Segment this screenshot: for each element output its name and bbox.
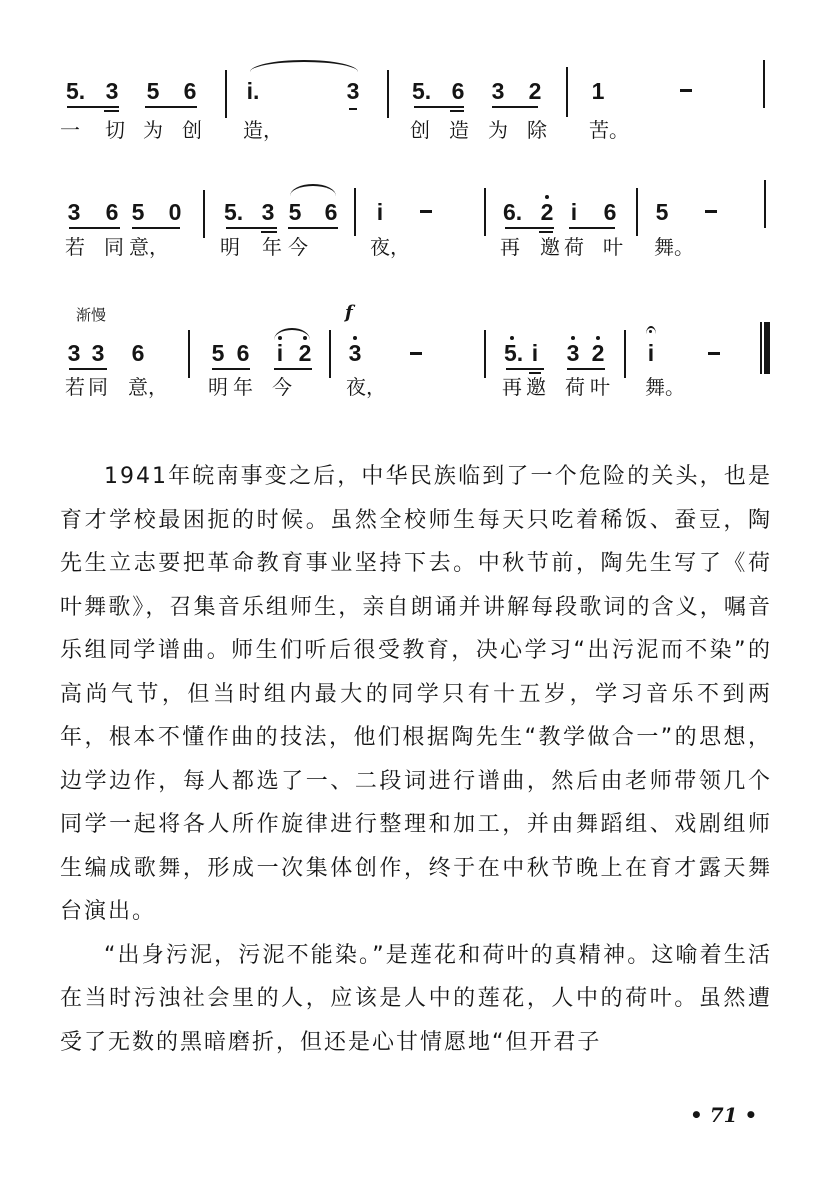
note: 5 bbox=[211, 340, 225, 366]
note: 3 bbox=[105, 78, 119, 104]
barline bbox=[188, 330, 190, 378]
note: 3 bbox=[491, 78, 505, 104]
barline bbox=[484, 330, 486, 378]
note: i. bbox=[246, 78, 260, 104]
barline bbox=[624, 330, 626, 378]
note: 3 bbox=[565, 342, 581, 365]
underline bbox=[67, 106, 119, 108]
note: 6 bbox=[603, 199, 617, 225]
lyric: 今 bbox=[288, 235, 308, 259]
paragraph: 1941年皖南事变之后，中华民族临到了一个危险的关头，也是育才学校最困扼的时候。虽然全校师生每天只吃着稀饭、蚕豆，陶先生立志要把革命教育事业坚持下去。中秋节前，陶先生写了《荷叶舞歌》，召集音乐组师生，亲自朗诵并讲解每段歌词的含义，嘱音乐组同学谱曲。师生们听后很受教育，决心学习“出污泥而不染”的高尚气节，但当时组内最大的同学只有十五岁，学习音乐不到两年，根本不懂作曲的技法，他们根据陶先生“教学做合一”的思想，边学边作，每人都选了一、二段词进行谱曲，然后由老师带领几个同学一起将各人所作旋律进行整理和加工，并由舞蹈组、戏剧组师生编成歌舞，形成一次集体创作，终于在中秋节晚上在育才露天舞台演出。 bbox=[60, 464, 772, 924]
note: 6 bbox=[451, 78, 465, 104]
note: 6. bbox=[503, 199, 523, 225]
note: 6 bbox=[105, 199, 119, 225]
note: 2 bbox=[528, 78, 542, 104]
lyric: 今 bbox=[272, 375, 292, 399]
underline bbox=[69, 368, 107, 370]
note: 5. bbox=[66, 78, 86, 104]
note: 5 bbox=[131, 199, 145, 225]
underline bbox=[104, 110, 119, 112]
lyric: 叶 bbox=[590, 375, 610, 399]
body-text bbox=[60, 455, 772, 1064]
lyric: 除 bbox=[527, 118, 547, 142]
lyric: 为 bbox=[143, 118, 163, 142]
lyric: 明 bbox=[208, 375, 228, 399]
underline bbox=[450, 110, 464, 112]
lyric: 同 bbox=[104, 235, 124, 259]
lyric: 创 bbox=[410, 118, 430, 142]
underline bbox=[288, 227, 338, 229]
note: i bbox=[570, 199, 578, 225]
high-octave-dot bbox=[545, 195, 549, 199]
lyric: 苦。 bbox=[589, 118, 629, 142]
underline bbox=[529, 372, 541, 374]
final-barline-thin bbox=[760, 322, 762, 374]
underline bbox=[506, 368, 544, 370]
fermata-icon bbox=[646, 326, 656, 334]
lyric: 意， bbox=[128, 375, 168, 399]
note: i bbox=[531, 340, 539, 366]
barline bbox=[484, 188, 486, 236]
sustain-dash bbox=[680, 89, 692, 92]
barline bbox=[763, 60, 765, 108]
note: 3 bbox=[346, 78, 360, 104]
note: 3 bbox=[347, 342, 363, 365]
barline bbox=[387, 70, 389, 118]
lyric: 年 bbox=[262, 235, 282, 259]
lyric: 年 bbox=[233, 375, 253, 399]
sustain-dash bbox=[410, 352, 422, 355]
barline bbox=[566, 67, 568, 117]
lyric: 造 bbox=[449, 118, 469, 142]
barline bbox=[636, 188, 638, 236]
barline bbox=[764, 180, 766, 228]
underline bbox=[226, 227, 277, 229]
lyric: 再 bbox=[502, 375, 522, 399]
lyric: 切 bbox=[105, 118, 125, 142]
lyric: 若 bbox=[65, 235, 85, 259]
note: 3 bbox=[67, 199, 81, 225]
underline bbox=[132, 227, 180, 229]
sustain-dash bbox=[420, 210, 432, 213]
sustain-dash bbox=[705, 210, 717, 213]
underline bbox=[492, 106, 538, 108]
underline bbox=[212, 368, 250, 370]
underline bbox=[349, 108, 357, 110]
final-barline-thick bbox=[764, 322, 770, 374]
lyric: 舞。 bbox=[654, 235, 694, 259]
note: 6 bbox=[236, 340, 250, 366]
lyric: 舞。 bbox=[645, 375, 685, 399]
dynamic-marking: f bbox=[345, 302, 353, 323]
tempo-marking: 渐慢 bbox=[76, 306, 107, 324]
underline bbox=[569, 227, 615, 229]
underline bbox=[539, 231, 553, 233]
slur bbox=[290, 184, 336, 196]
high-octave-dot bbox=[353, 336, 357, 340]
score-system-2 bbox=[0, 178, 830, 288]
note: i bbox=[376, 199, 384, 225]
lyric: 夜， bbox=[370, 235, 410, 259]
sustain-dash bbox=[708, 352, 720, 355]
note: 1 bbox=[591, 78, 605, 104]
lyric: 邀 bbox=[540, 235, 560, 259]
slur bbox=[250, 60, 358, 72]
lyric: 一 bbox=[60, 118, 80, 142]
note: 5. bbox=[224, 199, 244, 225]
note: 3 bbox=[91, 340, 105, 366]
lyric: 荷 bbox=[565, 375, 585, 399]
lyric: 造， bbox=[243, 118, 283, 142]
lyric: 创 bbox=[182, 118, 202, 142]
note: 2 bbox=[297, 342, 313, 365]
barline bbox=[329, 330, 331, 378]
lyric: 夜， bbox=[346, 375, 386, 399]
note: 0 bbox=[168, 199, 182, 225]
score-system-1 bbox=[0, 55, 830, 165]
underline bbox=[414, 106, 464, 108]
lyric: 同 bbox=[88, 375, 108, 399]
note: 3 bbox=[67, 340, 81, 366]
lyric: 为 bbox=[488, 118, 508, 142]
underline bbox=[69, 227, 120, 229]
note: 6 bbox=[131, 340, 145, 366]
paragraph: “出身污泥，污泥不能染。”是莲花和荷叶的真精神。这喻着生活在当时污浊社会里的人，应该是人中的莲花，人中的荷叶。虽然遭受了无数的黑暗磨折，但还是心甘情愿地“但开君子 bbox=[60, 942, 772, 1055]
lyric: 荷 bbox=[564, 235, 584, 259]
note: 5 bbox=[288, 199, 302, 225]
high-octave-dot bbox=[571, 336, 575, 340]
page-number: • 71 • bbox=[690, 1103, 758, 1127]
lyric: 叶 bbox=[603, 235, 623, 259]
lyric: 若 bbox=[65, 375, 85, 399]
high-octave-dot bbox=[596, 336, 600, 340]
lyric: 再 bbox=[500, 235, 520, 259]
lyric: 意， bbox=[129, 235, 169, 259]
underline bbox=[145, 106, 197, 108]
note: i bbox=[272, 342, 288, 365]
note: 2 bbox=[590, 342, 606, 365]
note: 5 bbox=[655, 199, 669, 225]
lyric: 邀 bbox=[526, 375, 546, 399]
underline bbox=[505, 227, 554, 229]
note: 5 bbox=[146, 78, 160, 104]
note: 2 bbox=[539, 201, 555, 224]
barline bbox=[354, 188, 356, 236]
high-octave-dot bbox=[510, 336, 514, 340]
underline bbox=[274, 368, 312, 370]
slur bbox=[274, 328, 310, 340]
note: 5. bbox=[412, 78, 432, 104]
barline bbox=[203, 190, 205, 238]
underline bbox=[567, 368, 605, 370]
note: 6 bbox=[183, 78, 197, 104]
note: 5. bbox=[504, 342, 520, 365]
note: i bbox=[647, 340, 655, 366]
note: 6 bbox=[324, 199, 338, 225]
score-system-3 bbox=[0, 302, 830, 412]
barline bbox=[225, 70, 227, 118]
note: 3 bbox=[261, 199, 275, 225]
underline bbox=[261, 231, 277, 233]
lyric: 明 bbox=[220, 235, 240, 259]
